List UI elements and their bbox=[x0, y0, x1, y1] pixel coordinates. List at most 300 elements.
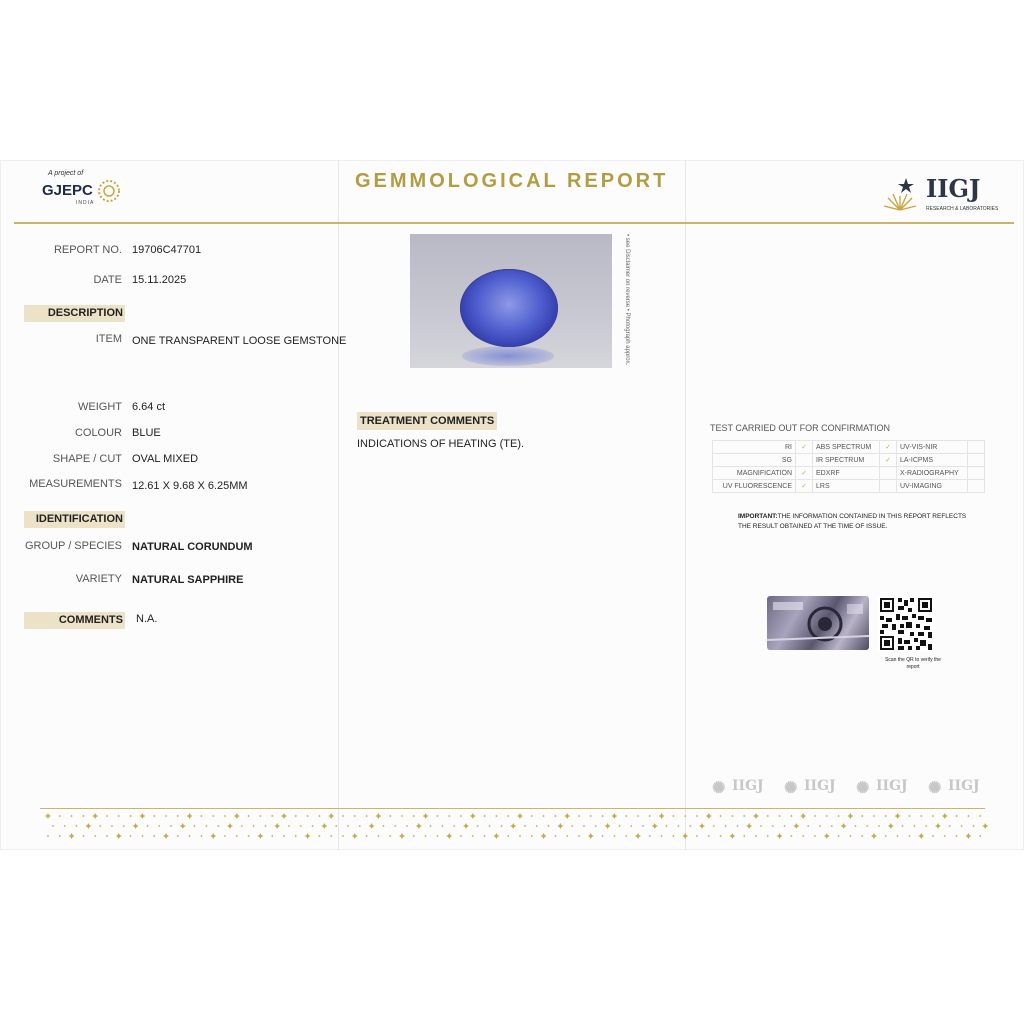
sparkle-mark bbox=[170, 825, 173, 828]
check-icon: ✓ bbox=[796, 480, 813, 493]
test-cell: IR SPECTRUM bbox=[813, 454, 880, 467]
sparkle-mark bbox=[413, 815, 416, 818]
sparkle-mark bbox=[305, 833, 311, 839]
item-value: ONE TRANSPARENT LOOSE GEMSTONE bbox=[132, 335, 347, 347]
sparkle-mark bbox=[849, 835, 852, 838]
sparkle-mark bbox=[625, 835, 628, 838]
sparkle-mark bbox=[477, 825, 480, 828]
sparkle-mark bbox=[955, 835, 958, 838]
treatment-value: INDICATIONS OF HEATING (TE). bbox=[357, 438, 525, 450]
sparkle-mark bbox=[111, 825, 114, 828]
variety-label: VARIETY bbox=[75, 573, 122, 585]
sparkle-mark bbox=[519, 835, 522, 838]
sparkle-mark bbox=[942, 813, 948, 819]
sparkle-mark bbox=[488, 825, 491, 828]
sparkle-mark bbox=[205, 825, 208, 828]
sparkle-mark bbox=[311, 825, 314, 828]
sparkle-mark bbox=[153, 815, 156, 818]
sparkle-mark bbox=[918, 833, 924, 839]
sparkle-mark bbox=[557, 823, 563, 829]
sparkle-mark bbox=[682, 833, 688, 839]
sparkle-mark bbox=[743, 835, 746, 838]
table-row bbox=[713, 441, 985, 454]
sparkle-mark bbox=[659, 813, 665, 819]
sparkle-mark bbox=[630, 825, 633, 828]
sunburst-icon: ✺ bbox=[928, 778, 942, 797]
sparkle-mark bbox=[141, 835, 144, 838]
sparkle-mark bbox=[554, 835, 557, 838]
sparkle-mark bbox=[814, 835, 817, 838]
sparkle-mark bbox=[642, 825, 645, 828]
sparkle-mark bbox=[605, 823, 611, 829]
sparkle-mark bbox=[365, 835, 368, 838]
sparkle-mark bbox=[979, 815, 982, 818]
sparkle-mark bbox=[841, 823, 847, 829]
sparkle-mark bbox=[578, 815, 581, 818]
sparkle-mark bbox=[913, 825, 916, 828]
sparkle-mark bbox=[925, 825, 928, 828]
sparkle-mark bbox=[583, 825, 586, 828]
sparkle-mark bbox=[635, 833, 641, 839]
weight-label: WEIGHT bbox=[78, 401, 122, 413]
empty-cell bbox=[968, 467, 985, 480]
qr-caption: Scan the QR to verify the report bbox=[885, 657, 941, 670]
report-document bbox=[0, 160, 1024, 850]
sparkle-mark bbox=[547, 825, 550, 828]
sparkle-mark bbox=[401, 815, 404, 818]
sparkle-mark bbox=[146, 825, 149, 828]
sparkle-mark bbox=[767, 815, 770, 818]
sparkle-mark bbox=[306, 815, 309, 818]
sparkle-mark bbox=[106, 835, 109, 838]
sparkle-mark bbox=[318, 815, 321, 818]
sparkle-mark bbox=[613, 835, 616, 838]
sparkle-mark bbox=[133, 823, 139, 829]
sparkle-mark bbox=[731, 815, 734, 818]
sparkle-mark bbox=[75, 825, 78, 828]
watermark-text: IIGJ bbox=[804, 778, 836, 794]
sparkle-mark bbox=[866, 825, 869, 828]
sparkle-mark bbox=[64, 825, 67, 828]
gjepc-emblem-icon bbox=[96, 178, 122, 204]
sparkle-mark bbox=[59, 835, 62, 838]
sparkle-mark bbox=[878, 825, 881, 828]
test-cell: UV-VIS-NIR bbox=[897, 441, 968, 454]
description-heading: DESCRIPTION bbox=[24, 305, 125, 322]
report-no-value: 19706C47701 bbox=[132, 244, 202, 256]
comments-value: N.A. bbox=[136, 613, 158, 625]
check-icon: ✓ bbox=[796, 441, 813, 454]
sparkle-mark bbox=[724, 825, 727, 828]
sparkle-mark bbox=[826, 815, 829, 818]
sparkle-mark bbox=[819, 825, 822, 828]
sparkle-mark bbox=[283, 835, 286, 838]
sparkle-mark bbox=[158, 825, 161, 828]
sparkle-mark bbox=[123, 825, 126, 828]
iigj-watermark bbox=[784, 776, 844, 802]
sparkle-mark bbox=[649, 815, 652, 818]
sparkle-mark bbox=[483, 815, 486, 818]
treatment-heading: TREATMENT COMMENTS bbox=[357, 412, 497, 430]
sparkle-mark bbox=[590, 815, 593, 818]
sparkle-mark bbox=[944, 835, 947, 838]
sparkle-mark bbox=[531, 815, 534, 818]
sparkle-mark bbox=[578, 835, 581, 838]
sparkle-mark bbox=[106, 815, 109, 818]
sparkle-mark bbox=[118, 815, 121, 818]
sparkle-mark bbox=[790, 815, 793, 818]
sparkle-mark bbox=[793, 823, 799, 829]
tests-table bbox=[712, 440, 985, 493]
sapphire-gem-image bbox=[460, 269, 558, 347]
sparkle-mark bbox=[236, 835, 239, 838]
empty-cell bbox=[968, 454, 985, 467]
sparkle-mark bbox=[342, 835, 345, 838]
important-note bbox=[738, 512, 978, 532]
watermark-text: IIGJ bbox=[948, 778, 980, 794]
sparkle-mark bbox=[446, 833, 452, 839]
sparkle-mark bbox=[227, 823, 233, 829]
sparkle-mark bbox=[601, 815, 604, 818]
test-cell: UV-IMAGING bbox=[897, 480, 968, 493]
sparkle-mark bbox=[908, 815, 911, 818]
sparkle-mark bbox=[689, 825, 692, 828]
table-row bbox=[713, 480, 985, 493]
colour-label: COLOUR bbox=[74, 427, 122, 439]
sparkle-mark bbox=[163, 833, 169, 839]
iigj-sunburst-icon bbox=[880, 174, 920, 214]
sparkle-mark bbox=[470, 813, 476, 819]
table-row bbox=[713, 467, 985, 480]
sparkle-mark bbox=[352, 833, 358, 839]
weight-value: 6.64 ct bbox=[132, 401, 166, 413]
iigj-sub: RESEARCH & LABORATORIES bbox=[926, 206, 999, 212]
qr-code[interactable] bbox=[878, 596, 934, 652]
sparkle-mark bbox=[719, 835, 722, 838]
sparkle-mark bbox=[365, 815, 368, 818]
sparkle-mark bbox=[790, 835, 793, 838]
sparkle-mark bbox=[70, 815, 73, 818]
sparkle-mark bbox=[129, 835, 132, 838]
sparkle-mark bbox=[672, 835, 675, 838]
iigj-name: IIGJ bbox=[926, 174, 981, 203]
gem-reflection bbox=[462, 346, 554, 366]
sparkle-mark bbox=[517, 813, 523, 819]
important-label: IMPORTANT: bbox=[738, 513, 778, 520]
sparkle-mark bbox=[252, 825, 255, 828]
check-icon bbox=[880, 480, 897, 493]
iigj-logo bbox=[880, 174, 999, 219]
fold-divider bbox=[685, 160, 686, 850]
sparkle-mark bbox=[424, 835, 427, 838]
identification-heading: IDENTIFICATION bbox=[24, 511, 125, 528]
sparkle-mark bbox=[259, 815, 262, 818]
sparkle-mark bbox=[300, 825, 303, 828]
sparkle-mark bbox=[783, 825, 786, 828]
sparkle-mark bbox=[847, 813, 853, 819]
iigj-watermark bbox=[928, 776, 988, 802]
sparkle-mark bbox=[271, 815, 274, 818]
sparkle-mark bbox=[885, 815, 888, 818]
sparkle-mark bbox=[177, 815, 180, 818]
sparkle-mark bbox=[677, 825, 680, 828]
test-cell: X-RADIOGRAPHY bbox=[897, 467, 968, 480]
sparkle-mark bbox=[665, 825, 668, 828]
sparkle-mark bbox=[85, 823, 91, 829]
check-icon: ✓ bbox=[880, 441, 897, 454]
check-icon bbox=[796, 454, 813, 467]
sparkle-mark bbox=[281, 813, 287, 819]
sparkle-mark bbox=[736, 825, 739, 828]
sparkle-mark bbox=[861, 835, 864, 838]
sparkle-mark bbox=[507, 815, 510, 818]
sparkle-mark bbox=[463, 823, 469, 829]
sparkle-mark bbox=[177, 835, 180, 838]
sparkle-mark bbox=[139, 813, 145, 819]
sparkle-mark bbox=[699, 823, 705, 829]
sparkle-mark bbox=[52, 825, 55, 828]
sparkle-mark bbox=[399, 833, 405, 839]
item-label: ITEM bbox=[95, 333, 122, 345]
sparkle-mark bbox=[217, 825, 220, 828]
sparkle-mark bbox=[861, 815, 864, 818]
sparkle-mark bbox=[713, 825, 716, 828]
hologram-pattern-icon bbox=[767, 596, 869, 650]
sparkle-mark bbox=[935, 823, 941, 829]
sparkle-mark bbox=[406, 825, 409, 828]
sparkle-mark bbox=[99, 825, 102, 828]
sparkle-mark bbox=[885, 835, 888, 838]
report-title: GEMMOLOGICAL REPORT bbox=[355, 170, 669, 192]
sparkle-mark bbox=[460, 835, 463, 838]
variety-value: NATURAL SAPPHIRE bbox=[132, 574, 244, 586]
empty-cell bbox=[968, 480, 985, 493]
report-no-label: REPORT NO. bbox=[53, 244, 122, 256]
sparkle-mark bbox=[188, 835, 191, 838]
sparkle-mark bbox=[69, 833, 75, 839]
test-cell: LA-ICPMS bbox=[897, 454, 968, 467]
sparkle-mark bbox=[436, 835, 439, 838]
sparkle-mark bbox=[45, 813, 51, 819]
sparkle-mark bbox=[871, 833, 877, 839]
sparkle-mark bbox=[652, 823, 658, 829]
sparkle-mark bbox=[318, 835, 321, 838]
sparkle-mark bbox=[274, 823, 280, 829]
measurements-value: 12.61 X 9.68 X 6.25MM bbox=[132, 480, 248, 492]
photo-disclaimer: • see Disclaimer on reverse • Photograph approx. bbox=[624, 234, 630, 366]
sparkle-mark bbox=[684, 815, 687, 818]
hologram-seal bbox=[767, 596, 869, 650]
sparkle-mark bbox=[257, 833, 263, 839]
sparkle-mark bbox=[441, 825, 444, 828]
colour-value: BLUE bbox=[132, 427, 161, 439]
test-cell: UV FLUORESCENCE bbox=[713, 480, 796, 493]
sparkle-mark bbox=[854, 825, 857, 828]
sparkle-mark bbox=[601, 835, 604, 838]
sparkle-mark bbox=[413, 835, 416, 838]
fold-divider bbox=[338, 160, 339, 850]
test-cell: MAGNIFICATION bbox=[713, 467, 796, 480]
sparkle-mark bbox=[165, 815, 168, 818]
watermark-text: IIGJ bbox=[876, 778, 908, 794]
sparkle-mark bbox=[153, 835, 156, 838]
sparkle-mark bbox=[500, 825, 503, 828]
sparkle-mark bbox=[982, 823, 988, 829]
sparkle-mark bbox=[920, 815, 923, 818]
sparkle-mark bbox=[295, 835, 298, 838]
sparkle-mark bbox=[554, 815, 557, 818]
sparkle-mark bbox=[802, 835, 805, 838]
sparkle-mark bbox=[814, 815, 817, 818]
sparkle-mark bbox=[377, 835, 380, 838]
sparkle-mark bbox=[800, 813, 806, 819]
group-value: NATURAL CORUNDUM bbox=[132, 541, 253, 553]
sparkle-mark bbox=[960, 825, 963, 828]
sparkle-mark bbox=[389, 835, 392, 838]
sparkle-mark bbox=[241, 825, 244, 828]
sunburst-icon: ✺ bbox=[784, 778, 798, 797]
sparkle-mark bbox=[507, 835, 510, 838]
sparkle-mark bbox=[536, 825, 539, 828]
important-text: THE INFORMATION CONTAINED IN THIS REPORT REFLECTS THE RESULT OBTAINED AT THE TIME OF ISSUE. bbox=[738, 513, 967, 530]
sparkle-mark bbox=[92, 813, 98, 819]
test-cell: EDXRF bbox=[813, 467, 880, 480]
check-icon: ✓ bbox=[796, 467, 813, 480]
sparkle-mark bbox=[59, 815, 62, 818]
sparkle-mark bbox=[967, 815, 970, 818]
sparkle-mark bbox=[831, 825, 834, 828]
sparkle-mark bbox=[746, 823, 752, 829]
sparkle-mark bbox=[448, 815, 451, 818]
sparkle-mark bbox=[618, 825, 621, 828]
check-icon bbox=[880, 467, 897, 480]
decorative-star-border bbox=[40, 808, 990, 848]
sparkle-mark bbox=[493, 833, 499, 839]
sunburst-icon: ✺ bbox=[856, 778, 870, 797]
sparkle-mark bbox=[901, 825, 904, 828]
test-cell: RI bbox=[713, 441, 796, 454]
test-cell: LRS bbox=[813, 480, 880, 493]
sunburst-icon: ✺ bbox=[712, 778, 726, 797]
sparkle-mark bbox=[354, 815, 357, 818]
sparkle-mark bbox=[888, 823, 894, 829]
sparkle-mark bbox=[382, 825, 385, 828]
sparkle-mark bbox=[778, 815, 781, 818]
test-cell: ABS SPECTRUM bbox=[813, 441, 880, 454]
sparkle-mark bbox=[706, 813, 712, 819]
sparkle-mark bbox=[777, 833, 783, 839]
sparkle-mark bbox=[94, 835, 97, 838]
sparkle-mark bbox=[595, 825, 598, 828]
sparkle-mark bbox=[760, 825, 763, 828]
sparkle-mark bbox=[472, 835, 475, 838]
sparkle-mark bbox=[979, 835, 982, 838]
sparkle-mark bbox=[649, 835, 652, 838]
sparkle-mark bbox=[193, 825, 196, 828]
sparkle-mark bbox=[965, 833, 971, 839]
date-label: DATE bbox=[93, 274, 122, 286]
sparkle-mark bbox=[330, 835, 333, 838]
test-cell: SG bbox=[713, 454, 796, 467]
comments-heading: COMMENTS bbox=[24, 612, 125, 629]
sparkle-mark bbox=[571, 825, 574, 828]
sparkle-mark bbox=[955, 815, 958, 818]
sparkle-mark bbox=[932, 815, 935, 818]
sparkle-mark bbox=[767, 835, 770, 838]
group-label: GROUP / SPECIES bbox=[25, 540, 122, 552]
sparkle-mark bbox=[743, 815, 746, 818]
sparkle-mark bbox=[247, 835, 250, 838]
sparkle-mark bbox=[212, 815, 215, 818]
sparkle-mark bbox=[753, 813, 759, 819]
sparkle-mark bbox=[271, 835, 274, 838]
sparkle-mark bbox=[611, 813, 617, 819]
sparkle-mark bbox=[588, 833, 594, 839]
sparkle-mark bbox=[359, 825, 362, 828]
sparkle-mark bbox=[328, 813, 334, 819]
date-value: 15.11.2025 bbox=[132, 274, 187, 286]
sparkle-mark bbox=[510, 823, 516, 829]
sparkle-mark bbox=[495, 815, 498, 818]
sparkle-mark bbox=[696, 815, 699, 818]
empty-cell bbox=[968, 441, 985, 454]
sparkle-mark bbox=[224, 835, 227, 838]
sparkle-mark bbox=[200, 835, 203, 838]
sparkle-mark bbox=[949, 825, 952, 828]
sparkle-mark bbox=[895, 813, 901, 819]
sparkle-mark bbox=[82, 815, 85, 818]
sparkle-mark bbox=[541, 833, 547, 839]
sparkle-mark bbox=[82, 835, 85, 838]
sparkle-mark bbox=[335, 825, 338, 828]
sparkle-mark bbox=[295, 815, 298, 818]
sparkle-mark bbox=[637, 815, 640, 818]
sparkle-mark bbox=[531, 835, 534, 838]
sparkle-mark bbox=[394, 825, 397, 828]
sparkle-mark bbox=[416, 823, 422, 829]
sparkle-mark bbox=[719, 815, 722, 818]
sparkle-mark bbox=[429, 825, 432, 828]
sparkle-mark bbox=[896, 835, 899, 838]
tests-title: TEST CARRIED OUT FOR CONFIRMATION bbox=[710, 423, 891, 433]
sparkle-mark bbox=[389, 815, 392, 818]
sparkle-mark bbox=[483, 835, 486, 838]
sparkle-mark bbox=[755, 835, 758, 838]
sparkle-mark bbox=[47, 835, 50, 838]
sparkle-mark bbox=[873, 815, 876, 818]
iigj-watermark bbox=[712, 776, 772, 802]
sparkle-mark bbox=[672, 815, 675, 818]
sparkle-mark bbox=[423, 813, 429, 819]
sparkle-mark bbox=[824, 833, 830, 839]
sparkle-mark bbox=[696, 835, 699, 838]
iigj-watermark bbox=[856, 776, 916, 802]
sparkle-mark bbox=[436, 815, 439, 818]
sparkle-mark bbox=[837, 835, 840, 838]
shape-value: OVAL MIXED bbox=[132, 453, 199, 465]
header-rule bbox=[14, 222, 1014, 224]
sparkle-mark bbox=[453, 825, 456, 828]
sparkle-mark bbox=[908, 835, 911, 838]
sparkle-mark bbox=[369, 823, 375, 829]
sparkle-mark bbox=[247, 815, 250, 818]
sparkle-mark bbox=[321, 823, 327, 829]
sparkle-mark bbox=[116, 833, 122, 839]
gjepc-name: GJEPC bbox=[42, 182, 93, 199]
sparkle-mark bbox=[807, 825, 810, 828]
sparkle-mark bbox=[224, 815, 227, 818]
gjepc-sub: INDIA bbox=[76, 200, 95, 206]
